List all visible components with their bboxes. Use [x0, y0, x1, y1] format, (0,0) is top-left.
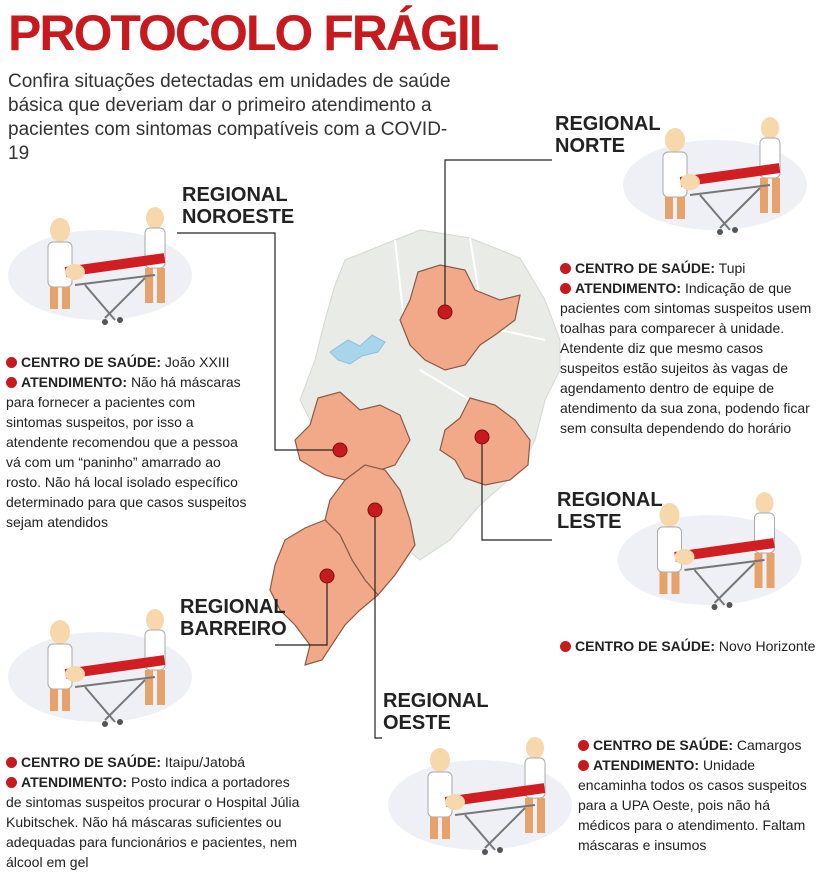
info-leste: [560, 636, 818, 656]
centro-label: CENTRO DE SAÚDE:: [593, 737, 734, 753]
region-title-noroeste: [182, 184, 294, 228]
region-title-barreiro: [180, 596, 287, 640]
centro-value: Tupi: [718, 260, 746, 276]
region-title-leste: [557, 489, 663, 533]
region-title-norte: [555, 113, 661, 157]
pin-barreiro: [320, 569, 334, 583]
bullet-icon: [560, 641, 571, 652]
centro-value: Camargos: [736, 737, 802, 753]
bullet-icon: [578, 740, 589, 751]
region-title-line: NOROESTE: [182, 206, 295, 228]
pin-noroeste: [333, 443, 347, 457]
stretcher-illustration: [5, 602, 195, 737]
bullet-icon: [578, 760, 589, 771]
atendimento-text: Unidade encaminha todos os casos suspeitos para a UPA Oeste, pois não há médicos para o atendimento. Faltam máscaras e insumos: [578, 757, 807, 853]
region-title-line: LESTE: [557, 511, 622, 533]
atendimento-text: Posto indica a portadores de sintomas suspeitos procurar o Hospital Júlia Kubitschek. Não há máscaras suficientes ou adequadas para funcionários e pacientes, nem álcool em gel: [6, 774, 300, 870]
atendimento-label: ATENDIMENTO:: [575, 280, 682, 296]
centro-label: CENTRO DE SAÚDE:: [575, 638, 716, 654]
stretcher-illustration: [5, 200, 195, 335]
info-noroeste: [6, 352, 254, 532]
region-title-line: REGIONAL: [180, 596, 286, 618]
bullet-icon: [6, 777, 17, 788]
atendimento-text: Indicação de que pacientes com sintomas suspeitos usem toalhas para comparecer à unidade. Atendente diz que mesmo casos suspeitos estão sujeitos às vagas de agendamento dentro de equipe de atendimento da sua zona, podendo ficar sem consulta dependendo do horário: [560, 280, 812, 436]
bullet-icon: [560, 263, 571, 274]
info-norte: [560, 258, 815, 438]
atendimento-label: ATENDIMENTO:: [21, 774, 128, 790]
centro-label: CENTRO DE SAÚDE:: [21, 354, 162, 370]
page-title: PROTOCOLO FRÁGIL: [8, 5, 498, 61]
region-title-line: BARREIRO: [180, 618, 287, 640]
pin-leste: [475, 430, 489, 444]
centro-value: Novo Horizonte: [718, 638, 816, 654]
region-title-line: REGIONAL: [182, 184, 288, 206]
region-title-line: REGIONAL: [555, 113, 661, 135]
centro-label: CENTRO DE SAÚDE:: [575, 260, 716, 276]
info-oeste: [578, 735, 818, 855]
bullet-icon: [6, 757, 17, 768]
region-title-line: REGIONAL: [557, 489, 663, 511]
bullet-icon: [6, 377, 17, 388]
atendimento-text: Não há máscaras para fornecer a pacientes com sintomas suspeitos, por isso a atendente recomendou que a pessoa vá com um “paninho” amarrado ao rosto. Não há local isolado específico determinado para que casos suspeitos sejam atendidos: [6, 374, 247, 530]
atendimento-label: ATENDIMENTO:: [21, 374, 128, 390]
centro-value: João XXIII: [164, 354, 230, 370]
centro-label: CENTRO DE SAÚDE:: [21, 754, 162, 770]
stretcher-illustration: [385, 730, 575, 865]
page-subtitle: Confira situações detectadas em unidades de saúde básica que deveriam dar o primeiro atendimento a pacientes com sintomas compatíveis com a COVID-19: [8, 71, 451, 164]
bullet-icon: [6, 357, 17, 368]
atendimento-label: ATENDIMENTO:: [593, 757, 700, 773]
info-barreiro: [6, 752, 301, 872]
bullet-icon: [560, 283, 571, 294]
region-title-line: REGIONAL: [383, 690, 489, 712]
region-title-line: NORTE: [555, 135, 625, 157]
pin-oeste: [368, 503, 382, 517]
centro-value: Itaipu/Jatobá: [164, 754, 246, 770]
region-title-oeste: [383, 690, 489, 734]
pin-norte: [438, 305, 452, 319]
region-title-line: OESTE: [383, 712, 451, 734]
